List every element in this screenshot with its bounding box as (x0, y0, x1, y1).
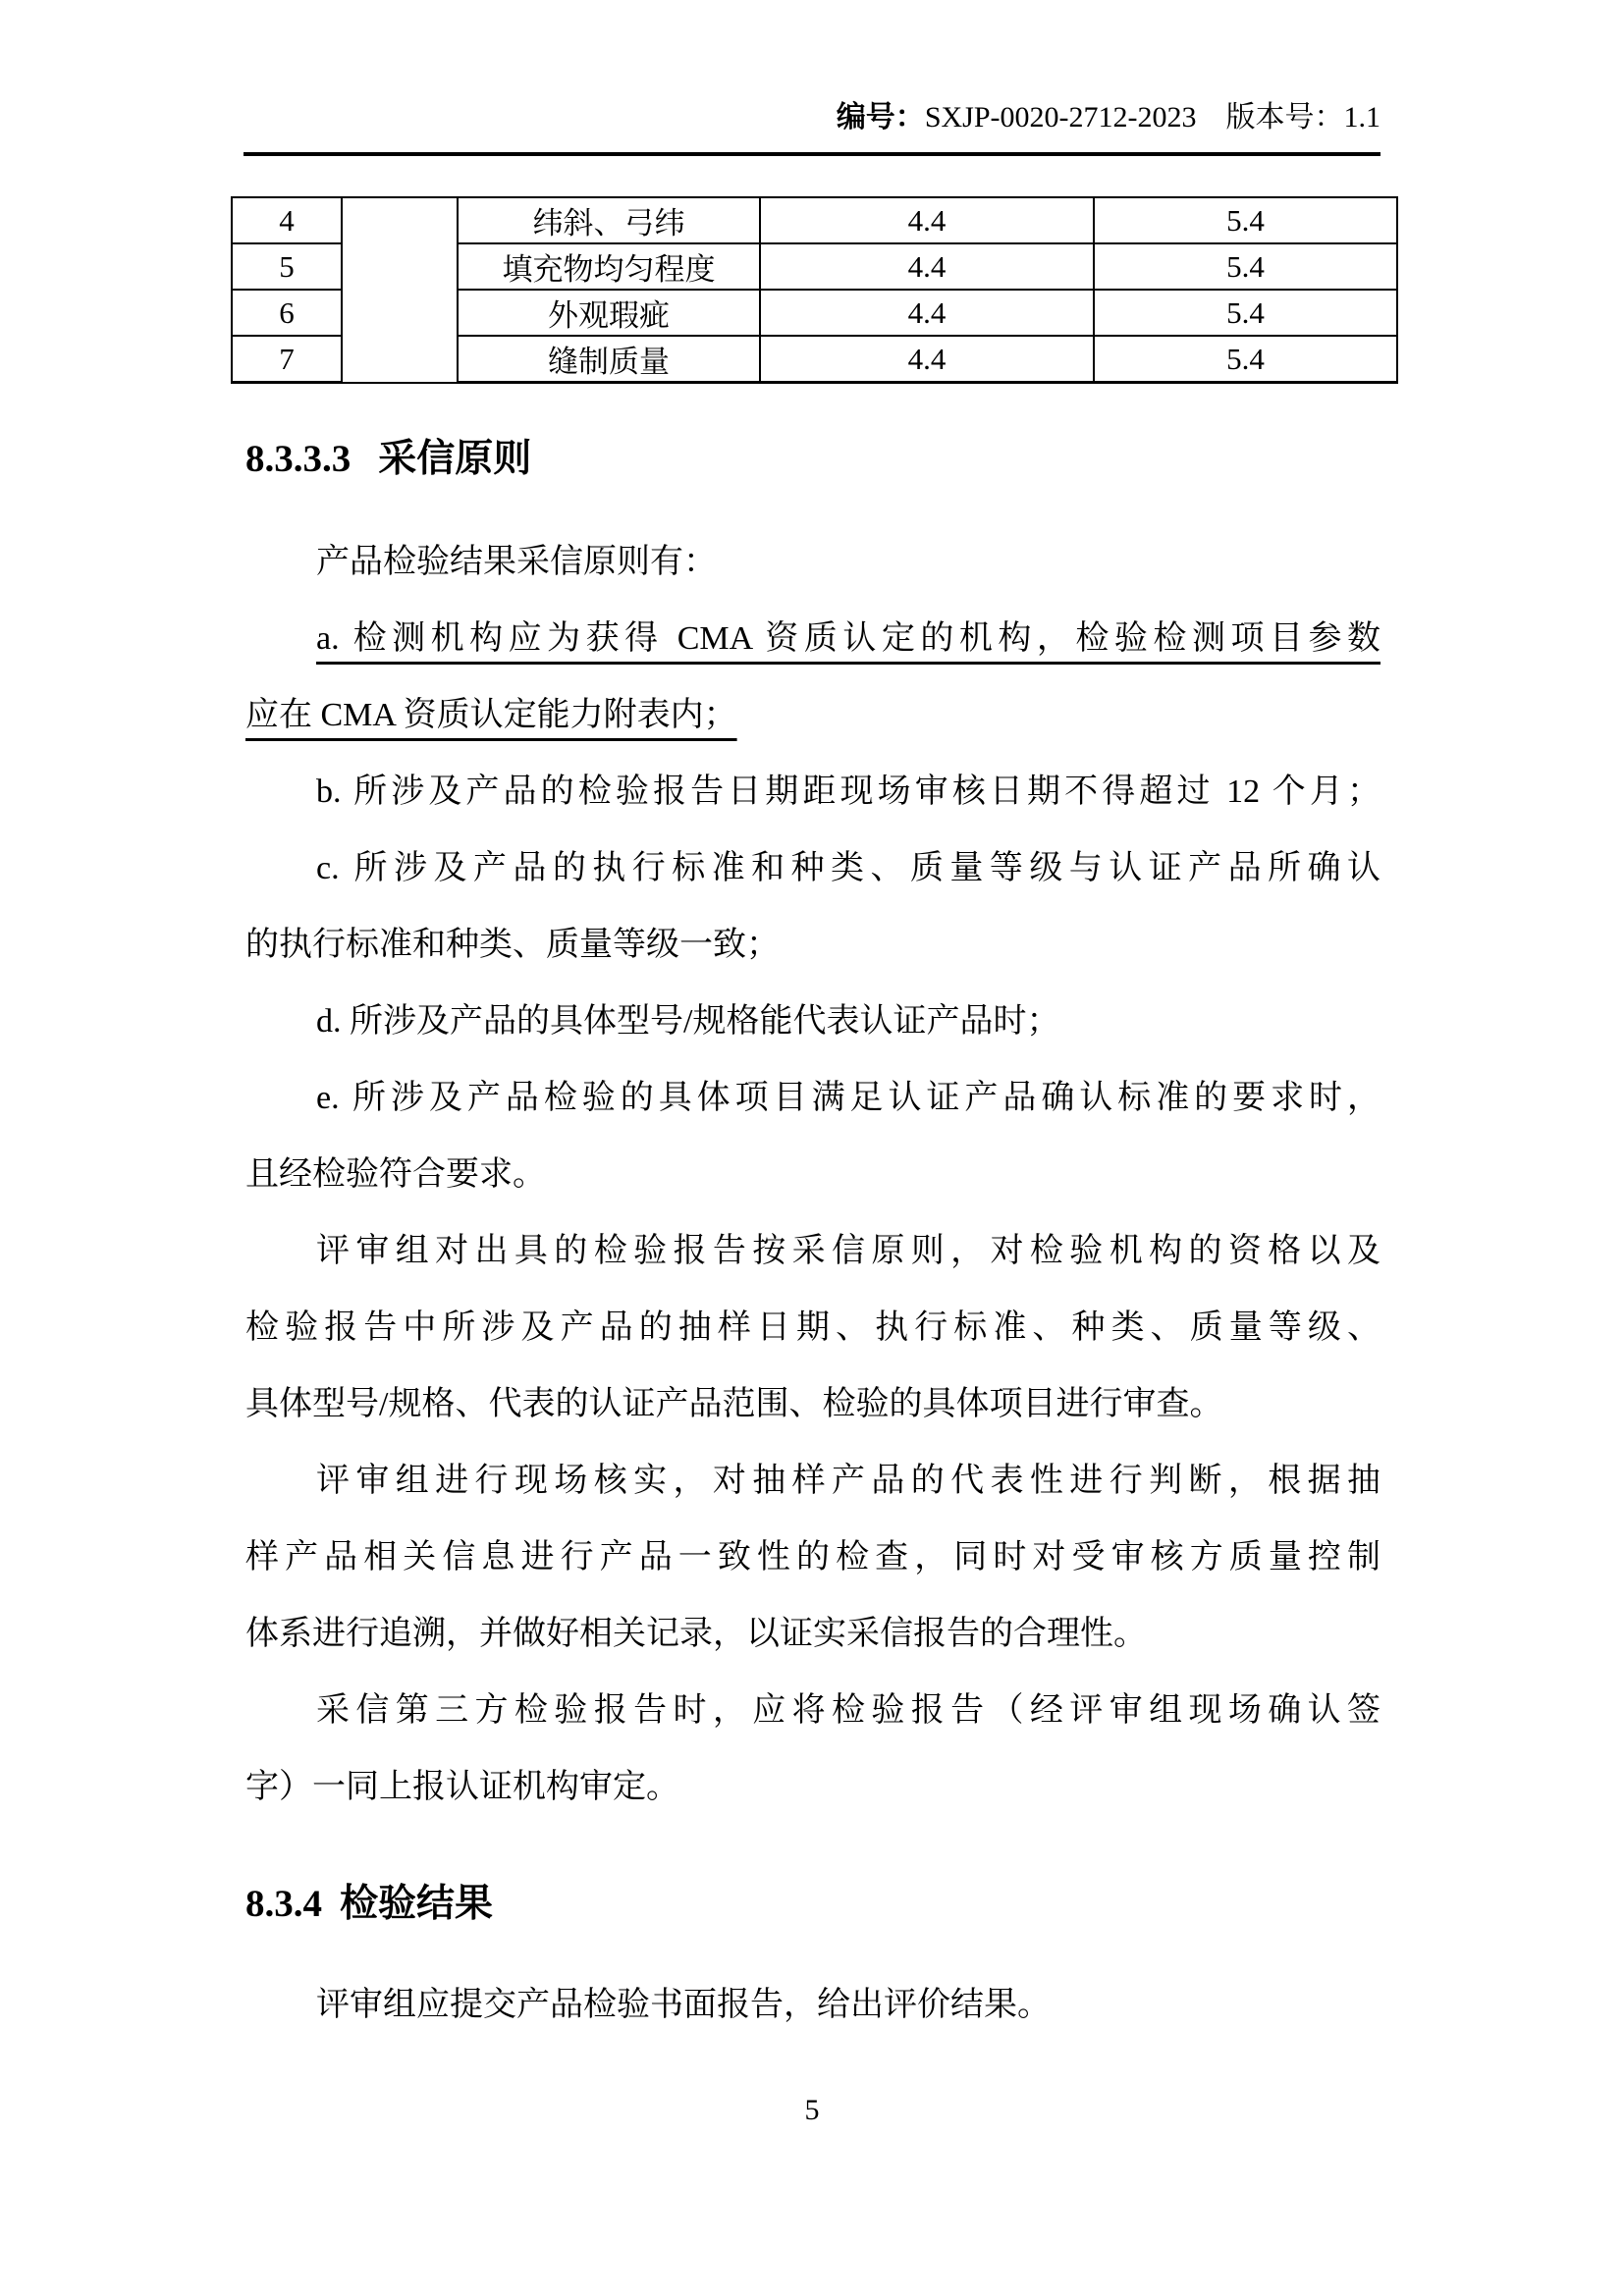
text-line: e. 所涉及产品检验的具体项目满足认证产品确认标准的要求时， (316, 1080, 1380, 1116)
row-number-cell: 7 (232, 336, 342, 383)
clause-4-cell: 4.4 (760, 336, 1094, 383)
section-title: 采信原则 (378, 438, 532, 480)
clause-5-cell: 5.4 (1094, 290, 1397, 336)
doc-version-value: 1.1 (1343, 101, 1380, 133)
section-title: 检验结果 (340, 1883, 494, 1925)
text-line: 评审组对出具的检验报告按采信原则，对检验机构的资格以及 (316, 1233, 1380, 1269)
row-number-cell: 5 (232, 243, 342, 290)
row-number-cell: 4 (232, 197, 342, 243)
spec-table-body (232, 197, 1397, 383)
text-line: 产品检验结果采信原则有： (316, 544, 717, 580)
text-line: 样产品相关信息进行产品一致性的检查，同时对受审核方质量控制 (245, 1539, 1380, 1575)
text-line: 的执行标准和种类、质量等级一致； (245, 927, 780, 963)
item-name-cell: 缝制质量 (458, 336, 760, 383)
clause-4-cell: 4.4 (760, 243, 1094, 290)
text-line: 检验报告中所涉及产品的抽样日期、执行标准、种类、质量等级、 (245, 1309, 1380, 1346)
doc-version-label: 版本号： (1225, 101, 1344, 133)
closing-paragraph: 评审组应提交产品检验书面报告，给出评价结果。 (316, 1987, 1051, 2023)
body-text (245, 524, 1380, 1826)
section-heading-8333 (245, 436, 531, 483)
clause-5-cell: 5.4 (1094, 243, 1397, 290)
text-line: a. 检测机构应为获得 CMA 资质认定的机构，检验检测项目参数 (316, 620, 1380, 657)
inspection-items-table (231, 196, 1398, 384)
text-line: 且经检验符合要求。 (245, 1156, 546, 1193)
text-line: 应在 CMA 资质认定能力附表内； (245, 697, 737, 733)
clause-4-cell: 4.4 (760, 290, 1094, 336)
doc-code-value: SXJP-0020-2712-2023 (924, 101, 1197, 133)
clause-4-cell: 4.4 (760, 197, 1094, 243)
text-line: 具体型号/规格、代表的认证产品范围、检验的具体项目进行审查。 (245, 1386, 1223, 1422)
page-number: 5 (804, 2094, 820, 2126)
text-line: c. 所涉及产品的执行标准和种类、质量等级与认证产品所确认 (316, 850, 1380, 886)
doc-code-label: 编号： (836, 101, 925, 133)
section-number: 8.3.4 (245, 1883, 322, 1925)
clause-5-cell: 5.4 (1094, 197, 1397, 243)
header-rule (244, 152, 1380, 156)
text-line: 体系进行追溯，并做好相关记录，以证实采信报告的合理性。 (245, 1616, 1147, 1652)
clause-5-cell: 5.4 (1094, 336, 1397, 383)
item-name-cell: 纬斜、弓纬 (458, 197, 760, 243)
text-line: 采信第三方检验报告时，应将检验报告（经评审组现场确认签 (316, 1692, 1380, 1729)
text-line: 字）一同上报认证机构审定。 (245, 1769, 679, 1805)
section-heading-834 (245, 1881, 493, 1928)
item-name-cell: 填充物均匀程度 (458, 243, 760, 290)
text-line: 评审组进行现场核实，对抽样产品的代表性进行判断，根据抽 (316, 1463, 1380, 1499)
item-name-cell: 外观瑕疵 (458, 290, 760, 336)
merged-empty-cell (342, 197, 458, 383)
row-number-cell: 6 (232, 290, 342, 336)
table-row (232, 197, 1397, 243)
text-line: b. 所涉及产品的检验报告日期距现场审核日期不得超过 12 个月； (316, 774, 1380, 810)
text-line: d. 所涉及产品的具体型号/规格能代表认证产品时； (316, 1003, 1060, 1040)
section-number: 8.3.3.3 (245, 438, 352, 480)
document-header (837, 96, 1380, 139)
